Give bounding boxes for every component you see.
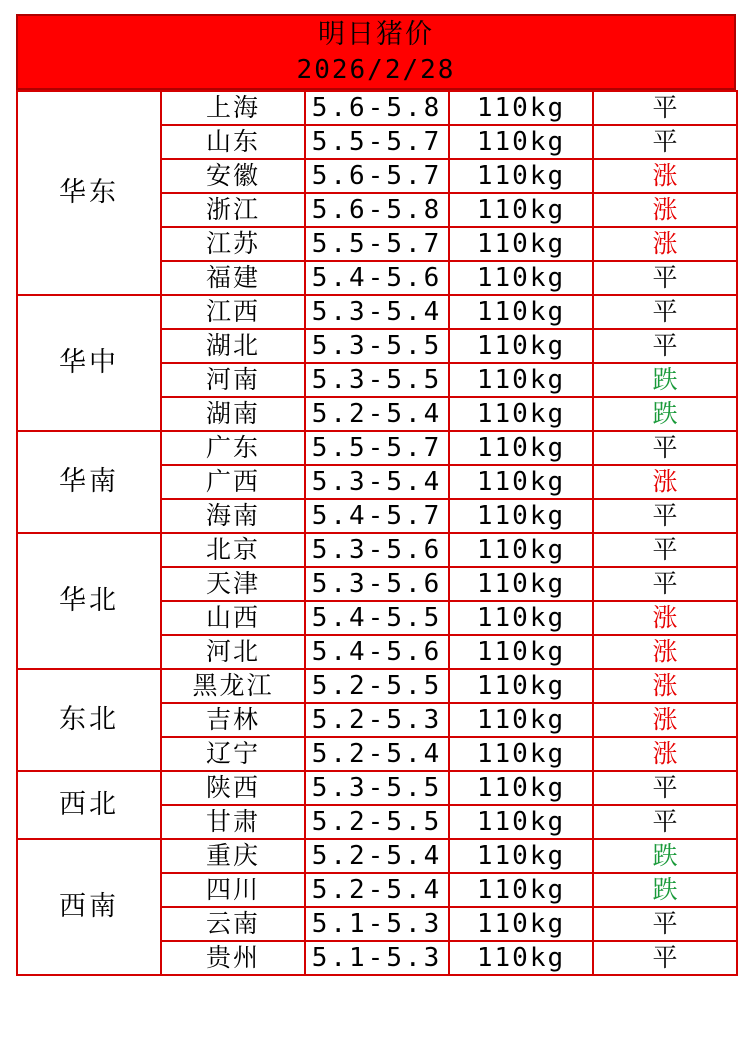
region-cell: 东北 [17,669,161,771]
trend-cell: 跌 [593,839,737,873]
trend-cell: 平 [593,771,737,805]
price-cell: 5.2-5.4 [305,737,449,771]
price-cell: 5.4-5.7 [305,499,449,533]
price-cell: 5.2-5.4 [305,839,449,873]
province-cell: 江苏 [161,227,305,261]
region-cell: 华南 [17,431,161,533]
trend-cell: 跌 [593,397,737,431]
trend-cell: 平 [593,261,737,295]
weight-cell: 110kg [449,499,593,533]
province-cell: 陕西 [161,771,305,805]
page-date: 2026/2/28 [296,55,456,85]
weight-cell: 110kg [449,941,593,975]
table-row [17,91,737,125]
weight-cell: 110kg [449,567,593,601]
province-cell: 广东 [161,431,305,465]
trend-cell: 涨 [593,227,737,261]
price-cell: 5.3-5.5 [305,363,449,397]
province-cell: 山西 [161,601,305,635]
table-row [17,771,737,805]
weight-cell: 110kg [449,431,593,465]
province-cell: 贵州 [161,941,305,975]
province-cell: 湖南 [161,397,305,431]
weight-cell: 110kg [449,771,593,805]
province-cell: 福建 [161,261,305,295]
price-cell: 5.6-5.7 [305,159,449,193]
price-sheet [16,14,736,976]
price-cell: 5.3-5.5 [305,329,449,363]
province-cell: 甘肃 [161,805,305,839]
price-cell: 5.1-5.3 [305,907,449,941]
trend-cell: 平 [593,125,737,159]
price-cell: 5.3-5.4 [305,295,449,329]
price-cell: 5.4-5.6 [305,261,449,295]
weight-cell: 110kg [449,329,593,363]
province-cell: 河北 [161,635,305,669]
weight-cell: 110kg [449,805,593,839]
price-cell: 5.3-5.6 [305,533,449,567]
province-cell: 安徽 [161,159,305,193]
trend-cell: 平 [593,907,737,941]
province-cell: 辽宁 [161,737,305,771]
trend-cell: 平 [593,567,737,601]
region-cell: 华中 [17,295,161,431]
weight-cell: 110kg [449,601,593,635]
province-cell: 广西 [161,465,305,499]
region-cell: 华东 [17,91,161,295]
trend-cell: 涨 [593,465,737,499]
region-cell: 华北 [17,533,161,669]
weight-cell: 110kg [449,907,593,941]
province-cell: 北京 [161,533,305,567]
trend-cell: 跌 [593,363,737,397]
page-title: 明日猪价 [318,19,434,50]
province-cell: 重庆 [161,839,305,873]
table-row [17,431,737,465]
weight-cell: 110kg [449,839,593,873]
price-cell: 5.1-5.3 [305,941,449,975]
table-row [17,295,737,329]
trend-cell: 涨 [593,669,737,703]
price-table [16,90,738,976]
price-cell: 5.3-5.4 [305,465,449,499]
province-cell: 上海 [161,91,305,125]
price-table-body [17,91,737,975]
weight-cell: 110kg [449,125,593,159]
price-cell: 5.2-5.5 [305,805,449,839]
price-cell: 5.3-5.5 [305,771,449,805]
region-cell: 西南 [17,839,161,975]
table-row [17,839,737,873]
trend-cell: 涨 [593,159,737,193]
trend-cell: 平 [593,329,737,363]
province-cell: 吉林 [161,703,305,737]
weight-cell: 110kg [449,295,593,329]
province-cell: 河南 [161,363,305,397]
price-cell: 5.3-5.6 [305,567,449,601]
weight-cell: 110kg [449,669,593,703]
trend-cell: 跌 [593,873,737,907]
header-banner [16,14,736,90]
region-cell: 西北 [17,771,161,839]
trend-cell: 平 [593,499,737,533]
table-row [17,669,737,703]
price-cell: 5.5-5.7 [305,125,449,159]
trend-cell: 涨 [593,635,737,669]
trend-cell: 平 [593,805,737,839]
trend-cell: 平 [593,91,737,125]
trend-cell: 涨 [593,703,737,737]
weight-cell: 110kg [449,159,593,193]
weight-cell: 110kg [449,227,593,261]
province-cell: 江西 [161,295,305,329]
price-cell: 5.2-5.4 [305,873,449,907]
price-cell: 5.4-5.5 [305,601,449,635]
trend-cell: 平 [593,941,737,975]
price-cell: 5.5-5.7 [305,431,449,465]
weight-cell: 110kg [449,703,593,737]
price-cell: 5.5-5.7 [305,227,449,261]
province-cell: 黑龙江 [161,669,305,703]
weight-cell: 110kg [449,465,593,499]
weight-cell: 110kg [449,91,593,125]
weight-cell: 110kg [449,261,593,295]
price-cell: 5.2-5.4 [305,397,449,431]
province-cell: 四川 [161,873,305,907]
weight-cell: 110kg [449,193,593,227]
trend-cell: 平 [593,533,737,567]
province-cell: 海南 [161,499,305,533]
trend-cell: 平 [593,295,737,329]
price-cell: 5.4-5.6 [305,635,449,669]
province-cell: 浙江 [161,193,305,227]
price-cell: 5.2-5.5 [305,669,449,703]
weight-cell: 110kg [449,533,593,567]
weight-cell: 110kg [449,737,593,771]
province-cell: 天津 [161,567,305,601]
trend-cell: 平 [593,431,737,465]
table-row [17,533,737,567]
trend-cell: 涨 [593,737,737,771]
price-cell: 5.6-5.8 [305,91,449,125]
weight-cell: 110kg [449,397,593,431]
price-cell: 5.6-5.8 [305,193,449,227]
trend-cell: 涨 [593,601,737,635]
price-cell: 5.2-5.3 [305,703,449,737]
weight-cell: 110kg [449,873,593,907]
weight-cell: 110kg [449,635,593,669]
weight-cell: 110kg [449,363,593,397]
trend-cell: 涨 [593,193,737,227]
province-cell: 云南 [161,907,305,941]
province-cell: 湖北 [161,329,305,363]
province-cell: 山东 [161,125,305,159]
